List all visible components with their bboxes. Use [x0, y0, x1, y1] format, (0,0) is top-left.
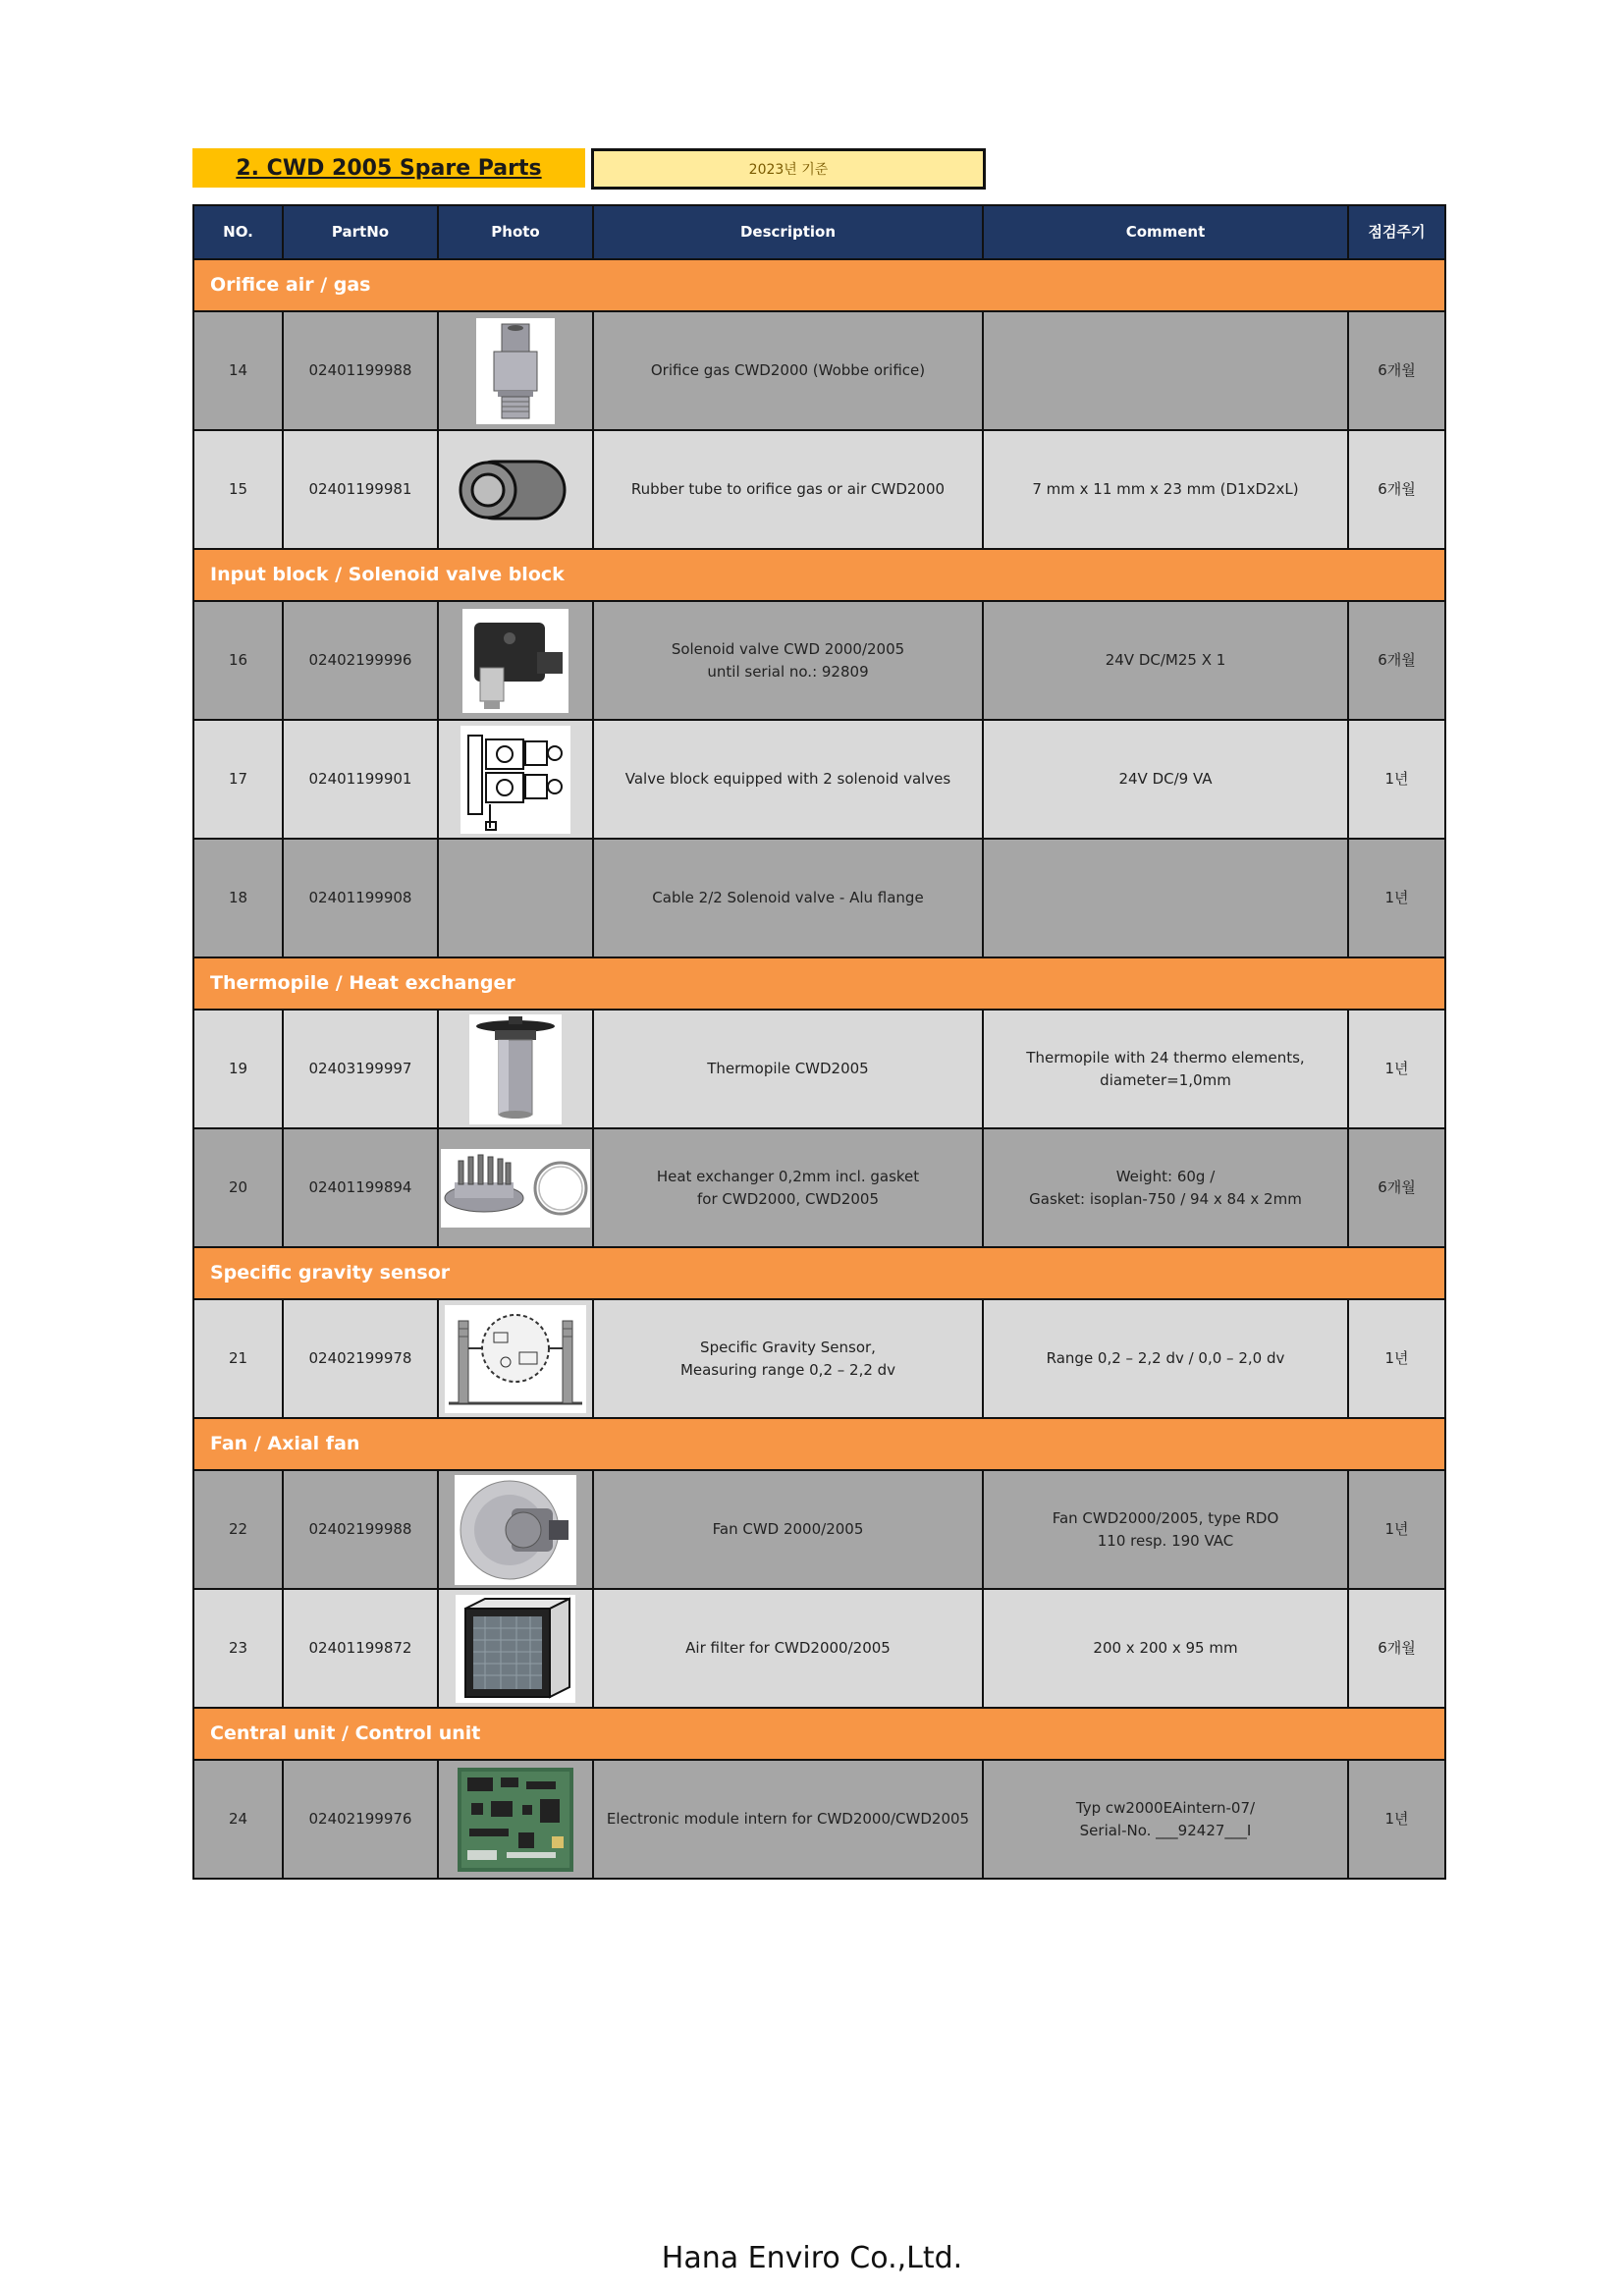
inspection-cycle: 6개월 [1348, 1128, 1445, 1247]
part-number: 02403199997 [283, 1010, 438, 1128]
inspection-cycle: 6개월 [1348, 430, 1445, 549]
part-photo-cell [438, 1760, 593, 1879]
part-no: 16 [193, 601, 283, 720]
part-comment: 200 x 200 x 95 mm [983, 1589, 1348, 1708]
part-comment: Typ cw2000EAintern-07/ Serial-No. ___92427___I [983, 1760, 1348, 1879]
part-photo-cell [438, 1299, 593, 1418]
part-photo-cell [438, 1470, 593, 1589]
document-title: 2. CWD 2005 Spare Parts [236, 155, 542, 181]
spare-parts-table [192, 204, 1446, 1880]
valve-block-photo [460, 726, 570, 834]
part-comment: Range 0,2 – 2,2 dv / 0,0 – 2,0 dv [983, 1299, 1348, 1418]
part-comment: 24V DC/M25 X 1 [983, 601, 1348, 720]
part-number: 02402199976 [283, 1760, 438, 1879]
part-photo-cell [438, 1128, 593, 1247]
part-no: 18 [193, 839, 283, 957]
section-title: Central unit / Control unit [193, 1708, 1445, 1760]
part-photo-cell [438, 311, 593, 430]
part-photo-cell [438, 1010, 593, 1128]
part-description: Thermopile CWD2005 [593, 1010, 983, 1128]
part-comment: Thermopile with 24 thermo elements, diameter=1,0mm [983, 1010, 1348, 1128]
part-number: 02401199901 [283, 720, 438, 839]
inspection-cycle: 1년 [1348, 1010, 1445, 1128]
table-header-row [193, 205, 1445, 259]
solenoid-valve-photo [462, 609, 568, 713]
part-photo-cell [438, 601, 593, 720]
part-no: 20 [193, 1128, 283, 1247]
inspection-cycle: 6개월 [1348, 601, 1445, 720]
part-number: 02401199872 [283, 1589, 438, 1708]
col-header-cycle: 점검주기 [1348, 205, 1445, 259]
part-photo-cell-empty [438, 839, 593, 957]
part-number: 02402199996 [283, 601, 438, 720]
section-row [193, 1708, 1445, 1760]
col-header-no: NO. [193, 205, 283, 259]
part-description: Valve block equipped with 2 solenoid valves [593, 720, 983, 839]
col-header-partno: PartNo [283, 205, 438, 259]
part-comment [983, 311, 1348, 430]
section-row [193, 259, 1445, 311]
part-number: 02401199988 [283, 311, 438, 430]
inspection-cycle: 6개월 [1348, 1589, 1445, 1708]
inspection-cycle: 1년 [1348, 839, 1445, 957]
date-basis-box [591, 148, 986, 190]
part-comment [983, 839, 1348, 957]
part-description: Cable 2/2 Solenoid valve - Alu flange [593, 839, 983, 957]
part-no: 14 [193, 311, 283, 430]
part-description: Heat exchanger 0,2mm incl. gasket for CWD2000, CWD2005 [593, 1128, 983, 1247]
rubber-tube-photo [449, 456, 582, 524]
inspection-cycle: 1년 [1348, 1760, 1445, 1879]
table-row [193, 1299, 1445, 1418]
date-basis-label: 2023년 기준 [748, 162, 829, 178]
section-title: Fan / Axial fan [193, 1418, 1445, 1470]
inspection-cycle: 1년 [1348, 1299, 1445, 1418]
section-row [193, 1418, 1445, 1470]
part-number: 02401199908 [283, 839, 438, 957]
section-row [193, 957, 1445, 1010]
part-no: 22 [193, 1470, 283, 1589]
table-row [193, 430, 1445, 549]
section-row [193, 1247, 1445, 1299]
orifice-gas-photo [476, 318, 555, 424]
part-photo-cell [438, 720, 593, 839]
col-header-comment: Comment [983, 205, 1348, 259]
part-description: Fan CWD 2000/2005 [593, 1470, 983, 1589]
part-description: Electronic module intern for CWD2000/CWD2005 [593, 1760, 983, 1879]
part-comment: 24V DC/9 VA [983, 720, 1348, 839]
part-description: Orifice gas CWD2000 (Wobbe orifice) [593, 311, 983, 430]
table-row [193, 1589, 1445, 1708]
section-title: Thermopile / Heat exchanger [193, 957, 1445, 1010]
part-photo-cell [438, 430, 593, 549]
part-no: 23 [193, 1589, 283, 1708]
part-number: 02402199978 [283, 1299, 438, 1418]
part-number: 02401199894 [283, 1128, 438, 1247]
document-title-box [192, 148, 585, 188]
heat-exchanger-photo [441, 1149, 590, 1228]
table-row [193, 601, 1445, 720]
table-row [193, 1010, 1445, 1128]
air-filter-photo [456, 1595, 575, 1703]
table-row [193, 839, 1445, 957]
part-description: Rubber tube to orifice gas or air CWD2000 [593, 430, 983, 549]
thermopile-photo [469, 1014, 562, 1124]
electronic-module-photo [458, 1768, 573, 1872]
table-row [193, 1760, 1445, 1879]
part-no: 15 [193, 430, 283, 549]
part-no: 17 [193, 720, 283, 839]
col-header-description: Description [593, 205, 983, 259]
section-row [193, 549, 1445, 601]
part-no: 24 [193, 1760, 283, 1879]
gravity-sensor-photo [445, 1305, 586, 1413]
part-description: Specific Gravity Sensor, Measuring range 0,2 – 2,2 dv [593, 1299, 983, 1418]
inspection-cycle: 6개월 [1348, 311, 1445, 430]
section-title: Specific gravity sensor [193, 1247, 1445, 1299]
part-comment: Fan CWD2000/2005, type RDO 110 resp. 190 VAC [983, 1470, 1348, 1589]
company-footer: Hana Enviro Co.,Ltd. [661, 2241, 963, 2275]
part-photo-cell [438, 1589, 593, 1708]
table-row [193, 720, 1445, 839]
section-title: Orifice air / gas [193, 259, 1445, 311]
col-header-photo: Photo [438, 205, 593, 259]
section-title: Input block / Solenoid valve block [193, 549, 1445, 601]
table-row [193, 311, 1445, 430]
inspection-cycle: 1년 [1348, 1470, 1445, 1589]
part-description: Solenoid valve CWD 2000/2005 until serial no.: 92809 [593, 601, 983, 720]
part-no: 21 [193, 1299, 283, 1418]
fan-photo [455, 1475, 576, 1585]
inspection-cycle: 1년 [1348, 720, 1445, 839]
part-number: 02402199988 [283, 1470, 438, 1589]
table-row [193, 1470, 1445, 1589]
part-comment: 7 mm x 11 mm x 23 mm (D1xD2xL) [983, 430, 1348, 549]
part-comment: Weight: 60g / Gasket: isoplan-750 / 94 x 84 x 2mm [983, 1128, 1348, 1247]
part-description: Air filter for CWD2000/2005 [593, 1589, 983, 1708]
part-number: 02401199981 [283, 430, 438, 549]
table-row [193, 1128, 1445, 1247]
part-no: 19 [193, 1010, 283, 1128]
